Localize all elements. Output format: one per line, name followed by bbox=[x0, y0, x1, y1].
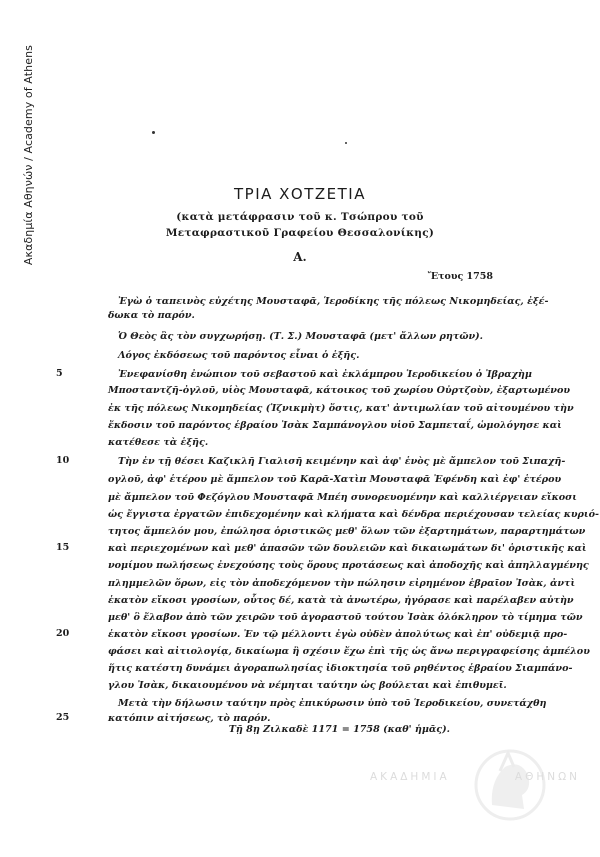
line-number: 25 bbox=[56, 712, 70, 723]
academy-watermark bbox=[370, 771, 580, 783]
text-line: ἔκδοσιν τοῦ παρόντος ἑβραίου Ἰσὰκ Σαμπάνογλου υἱοῦ Σαμπεταΐ, ὡμολόγησε καὶ bbox=[108, 420, 562, 431]
text-line: νομίμου πωλήσεως ἐνεχούσης τοὺς ὅρους προτάσεως καὶ ἀποδοχῆς καὶ ἀπηλλαγμένης bbox=[108, 560, 589, 571]
document-title: ΤΡΙΑ ΧΟΤΖΕΤΙΑ bbox=[233, 185, 366, 203]
text-line: κατόπιν αἰτήσεως, τὸ παρόν. bbox=[108, 713, 271, 724]
text-line: ογλοῦ, ἀφ' ἑτέρου μὲ ἄμπελον τοῦ Καρᾶ-Χατὶπ Μουσταφᾶ Ἐφένδη καὶ ἐφ' ἑτέρου bbox=[108, 474, 562, 485]
speck bbox=[152, 131, 155, 134]
text-line: Ἐνεφανίσθη ἐνώπιον τοῦ σεβαστοῦ καὶ ἐκλάμπρου Ἱεροδικείου ὁ Ἰβραχὴμ bbox=[118, 369, 532, 380]
section-heading: Α. bbox=[293, 250, 307, 264]
text-line: Μετὰ τὴν δήλωσιν ταύτην πρὸς ἐπικύρωσιν ὑπὸ τοῦ Ἱεροδικείου, συνετάχθη bbox=[118, 698, 547, 709]
text-line: Ἐγὼ ὁ ταπεινὸς εὐχέτης Μουσταφᾶ, Ἱεροδίκης τῆς πόλεως Νικομηδείας, ἐξέ- bbox=[118, 296, 549, 307]
text-line: τητος ἄμπελόν μου, ἐπώλησα ὁριστικῶς μεθ' ὅλων τῶν ἐξαρτημάτων, παραρτημάτων bbox=[108, 526, 586, 537]
text-line: Ὁ Θεὸς ἂς τὸν συγχωρήσῃ. (Τ. Σ.) Μουσταφᾶ (μετ' ἄλλων ρητῶν). bbox=[118, 331, 484, 342]
text-line: καὶ περιεχομένων καὶ μεθ' ἁπασῶν τῶν δουλειῶν καὶ δικαιωμάτων δι' ὁριστικῆς καὶ bbox=[108, 543, 587, 554]
line-number: 15 bbox=[56, 542, 70, 553]
text-line: κατέθεσε τὰ ἑξῆς. bbox=[108, 437, 209, 448]
document-date: Τῇ 8ῃ Ζιλκαδὲ 1171 = 1758 (καθ' ἡμᾶς). bbox=[228, 724, 450, 735]
text-line: ἥτις κατέστη δυνάμει ἀγοραπωλησίας ἰδιοκτησία τοῦ ρηθέντος ἑβραίου Σιαμπάνο- bbox=[108, 663, 573, 674]
text-line: μεθ' ὃ ἔλαβον ἀπὸ τῶν χειρῶν τοῦ ἀγοραστοῦ τούτου Ἰσὰκ ὁλόκληρον τὸ τίμημα τῶν bbox=[108, 612, 583, 623]
line-number: 5 bbox=[56, 368, 63, 379]
text-line: ὡς ἔγγιστα ἐργατῶν ἐπιδεχομένην καὶ κλήματα καὶ δένδρα περιέχουσαν τελείας κυριό- bbox=[108, 509, 599, 520]
text-line: μὲ ἄμπελον τοῦ Φεζόγλου Μουσταφᾶ Μπέη συνορευομένην καὶ καλλιέργειαν εἴκοσι bbox=[108, 492, 577, 503]
speck bbox=[345, 142, 347, 144]
text-line: ἑκατὸν εἴκοσι γροσίων. Ἐν τῷ μέλλοντι ἐγὼ οὐδὲν ἀπολύτως καὶ ἐπ' οὐδεμιᾷ προ- bbox=[108, 629, 568, 640]
text-line: δωκα τὸ παρόν. bbox=[108, 310, 195, 321]
watermark-word: ΑΘΗΝΩΝ bbox=[514, 771, 580, 783]
text-line: ἐκ τῆς πόλεως Νικομηδείας (Ἰζνικμὴτ) ὅστις, κατ' ἀντιμωλίαν τοῦ αἰτουμένου τὴν bbox=[108, 403, 574, 414]
text-line: Λόγος ἐκδόσεως τοῦ παρόντος εἶναι ὁ ἑξῆς. bbox=[118, 350, 360, 361]
text-line: πλημμελῶν ὅρων, εἰς τὸν ἀποδεχόμενον τὴν πώλησιν εἰρημένον ἑβραῖον Ἰσὰκ, ἀντὶ bbox=[108, 578, 576, 589]
subtitle-line: Μεταφραστικοῦ Γραφείου Θεσσαλονίκης) bbox=[165, 227, 435, 239]
line-number: 20 bbox=[56, 628, 70, 639]
academy-logo-icon bbox=[450, 745, 570, 825]
archive-caption: Ακαδημία Αθηνών / Academy of Athens bbox=[22, 45, 35, 266]
year-label: Ἔτους 1758 bbox=[427, 271, 493, 282]
text-line: Τὴν ἐν τῇ θέσει Καζικλῆ Γιαλισῆ κειμένην καὶ ἀφ' ἑνὸς μὲ ἄμπελον τοῦ Σιπαχῆ- bbox=[118, 456, 566, 467]
text-line: φάσει καὶ αἰτιολογίᾳ, δικαίωμα ἢ σχέσιν ἔχω ἐπὶ τῆς ὡς ἄνω περιγραφείσης ἀμπέλου bbox=[108, 646, 590, 657]
text-line: Μποσταντζῆ-ὀγλοῦ, υἱὸς Μουσταφᾶ, κάτοικος τοῦ χωρίου Οὐρτζοὺν, ἐξαρτωμένου bbox=[108, 385, 571, 396]
text-line: ἑκατὸν εἴκοσι γροσίων, οὗτος δέ, κατὰ τὰ ἀνωτέρω, ἠγόρασε καὶ παρέλαβεν αὐτὴν bbox=[108, 595, 574, 606]
subtitle-line: (κατὰ μετάφρασιν τοῦ κ. Τσώπρου τοῦ bbox=[176, 211, 424, 223]
text-line: γλου Ἰσὰκ, δικαιουμένου νὰ νέμηται ταύτην ὡς βούλεται καὶ ἐπιθυμεῖ. bbox=[108, 680, 507, 691]
line-number: 10 bbox=[56, 455, 70, 466]
watermark-word: ΑΚΑΔΗΜΙΑ bbox=[370, 771, 450, 783]
